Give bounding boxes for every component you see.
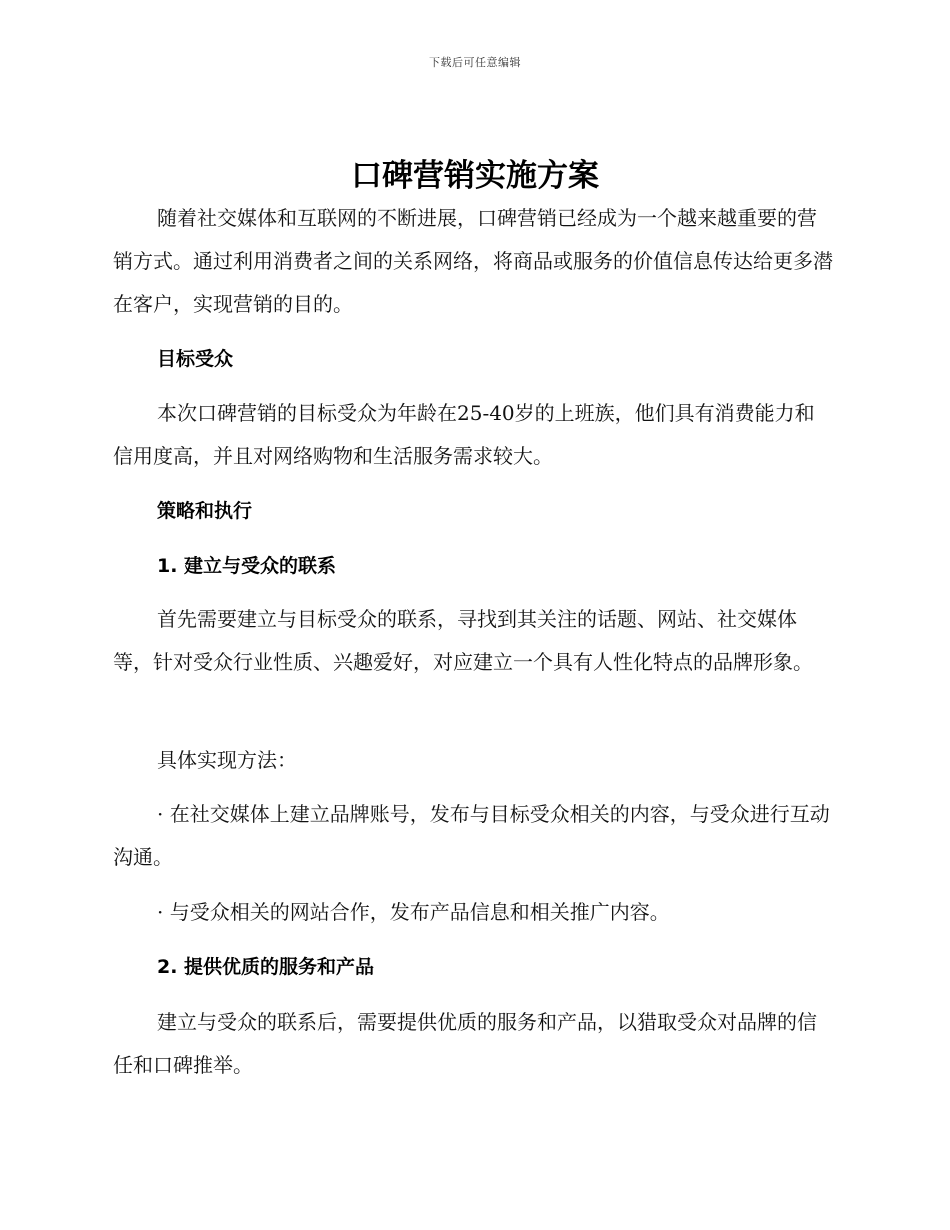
- methods-label: 具体实现方法：: [157, 748, 297, 772]
- step-1-paragraph: 首先需要建立与目标受众的联系，寻找到其关注的话题、网站、社交媒体等，针对受众行业性质、兴趣爱好，对应建立一个具有人性化特点的品牌形象。: [113, 607, 813, 674]
- method-item-1: · 在社交媒体上建立品牌账号，发布与目标受众相关的内容，与受众进行互动沟通。: [113, 802, 830, 869]
- audience-paragraph: 本次口碑营销的目标受众为年龄在25-40岁的上班族，他们具有消费能力和信用度高，并且对网络购物和生活服务需求较大。: [113, 401, 815, 468]
- method-item-2: · 与受众相关的网站合作，发布产品信息和相关推广内容。: [157, 900, 670, 924]
- section-heading-strategy: 策略和执行: [157, 500, 253, 522]
- step-1-heading: 1. 建立与受众的联系: [157, 555, 337, 577]
- page-title: 口碑营销实施方案: [351, 158, 599, 194]
- intro-paragraph: 随着社交媒体和互联网的不断进展，口碑营销已经成为一个越来越重要的营销方式。通过利用消费者之间的关系网络，将商品或服务的价值信息传达给更多潜在客户，实现营销的目的。: [113, 206, 833, 316]
- section-heading-audience: 目标受众: [157, 348, 234, 370]
- step-2-heading: 2. 提供优质的服务和产品: [157, 956, 375, 978]
- header-note: 下载后可任意编辑: [429, 56, 521, 69]
- step-2-paragraph: 建立与受众的联系后，需要提供优质的服务和产品，以猎取受众对品牌的信任和口碑推举。: [113, 1010, 817, 1077]
